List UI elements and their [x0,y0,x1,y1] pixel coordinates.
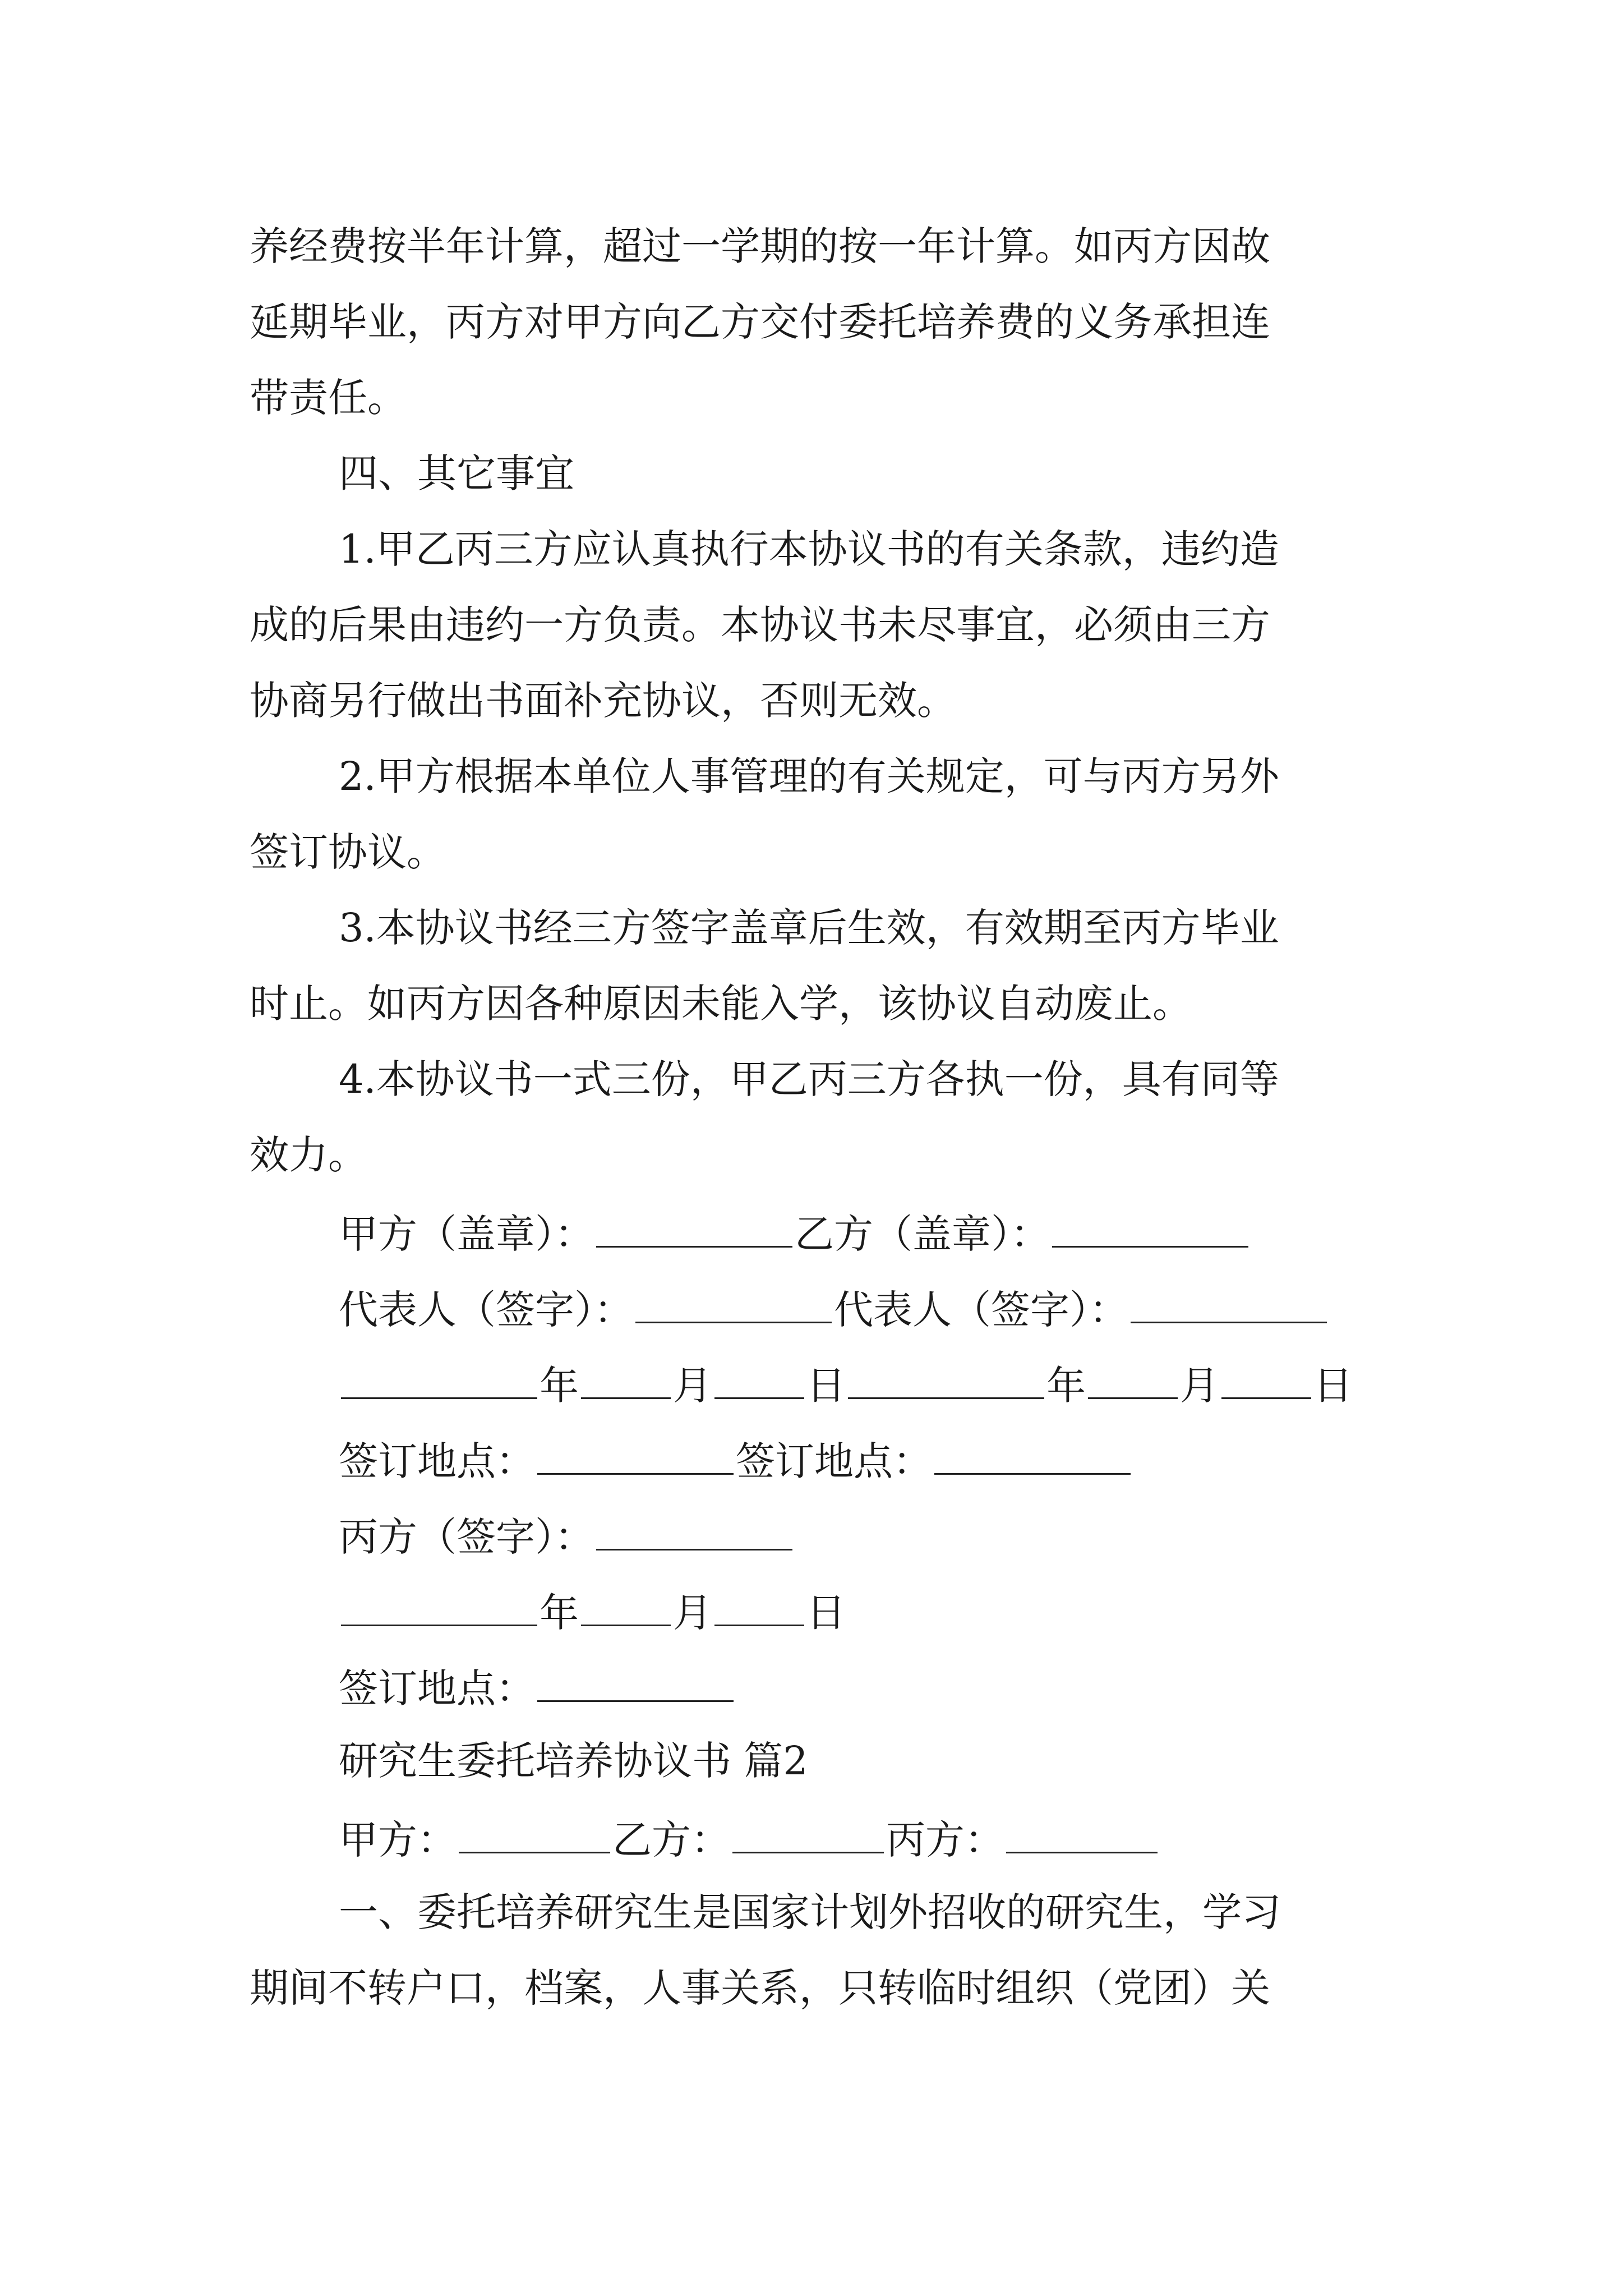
clause-line: 1.甲乙丙三方应认真执行本协议书的有关条款，违约造 [339,526,1279,572]
paragraph-line: 带责任。 [250,375,407,421]
paragraph-line: 延期毕业，丙方对甲方向乙方交付委托培养费的义务承担连 [250,299,1270,345]
party-a-rep-blank [635,1287,832,1323]
date-day-blank [1221,1363,1311,1399]
signature-row-dates [339,1363,1353,1409]
party-b-rep-blank [1131,1287,1327,1323]
place-label: 签订地点： [339,1665,535,1711]
day-label: 日 [806,1590,846,1636]
section-heading: 四、其它事宜 [339,450,574,496]
signature-row-representative [339,1287,1329,1333]
year-label: 年 [540,1363,579,1409]
clause-line: 3.本协议书经三方签字盖章后生效，有效期至丙方毕业 [339,905,1279,951]
paragraph-line: 养经费按半年计算，超过一学期的按一年计算。如丙方因故 [250,223,1270,269]
section-title: 研究生委托培养协议书 篇2 [339,1738,808,1784]
date-month-blank [1088,1363,1178,1399]
year-label: 年 [540,1590,579,1636]
clause-line: 签订协议。 [250,829,446,875]
date-year-blank [341,1363,537,1399]
day-label: 日 [806,1363,846,1409]
place-blank [537,1438,734,1475]
date-day-blank [714,1363,804,1399]
party-c-blank [1006,1817,1158,1853]
party-b-seal-blank [1052,1211,1248,1248]
clause-line: 成的后果由违约一方负责。本协议书未尽事宜，必须由三方 [250,602,1270,648]
month-label: 月 [673,1590,712,1636]
parties-row [339,1817,1160,1863]
party-b-rep-label: 代表人（签字）： [834,1287,1128,1333]
party-c-label: 丙方： [886,1817,1004,1863]
date-year-blank [341,1590,537,1626]
party-a-seal-label: 甲方（盖章）： [339,1211,594,1257]
party-c-sign-label: 丙方（签字）： [339,1514,594,1560]
party-b-seal-label: 乙方（盖章）： [795,1211,1050,1257]
party-b-label: 乙方： [612,1817,730,1863]
clause-line: 2.甲方根据本单位人事管理的有关规定，可与丙方另外 [339,753,1279,799]
party-a-label: 甲方： [339,1817,457,1863]
date-month-blank [581,1363,671,1399]
day-label: 日 [1313,1363,1353,1409]
clause-line: 效力。 [250,1132,367,1178]
party-a-seal-blank [596,1211,792,1248]
party-c-sign-blank [596,1514,792,1550]
signature-row-seal [339,1211,1251,1257]
party-a-blank [459,1817,610,1853]
place-label: 签订地点： [339,1438,535,1484]
party-a-rep-label: 代表人（签字）： [339,1287,633,1333]
paragraph-line: 期间不转户口，档案，人事关系，只转临时组织（党团）关 [250,1965,1270,2011]
place-label: 签订地点： [736,1438,932,1484]
year-label: 年 [1046,1363,1086,1409]
place-blank [537,1665,734,1702]
clause-line: 4.本协议书一式三份，甲乙丙三方各执一份，具有同等 [339,1056,1279,1102]
place-blank [934,1438,1131,1475]
paragraph-line: 一、委托培养研究生是国家计划外招收的研究生，学习 [339,1889,1281,1935]
signature-row-party-c [339,1514,795,1560]
clause-line: 协商另行做出书面补充协议，否则无效。 [250,678,956,724]
party-b-blank [732,1817,884,1853]
signature-row-party-c-place [339,1665,736,1711]
date-year-blank [848,1363,1044,1399]
date-day-blank [714,1590,804,1626]
date-month-blank [581,1590,671,1626]
signature-row-party-c-date [339,1590,846,1636]
month-label: 月 [1180,1363,1219,1409]
clause-line: 时止。如丙方因各种原因未能入学，该协议自动废止。 [250,981,1192,1027]
month-label: 月 [673,1363,712,1409]
signature-row-place [339,1438,1133,1484]
